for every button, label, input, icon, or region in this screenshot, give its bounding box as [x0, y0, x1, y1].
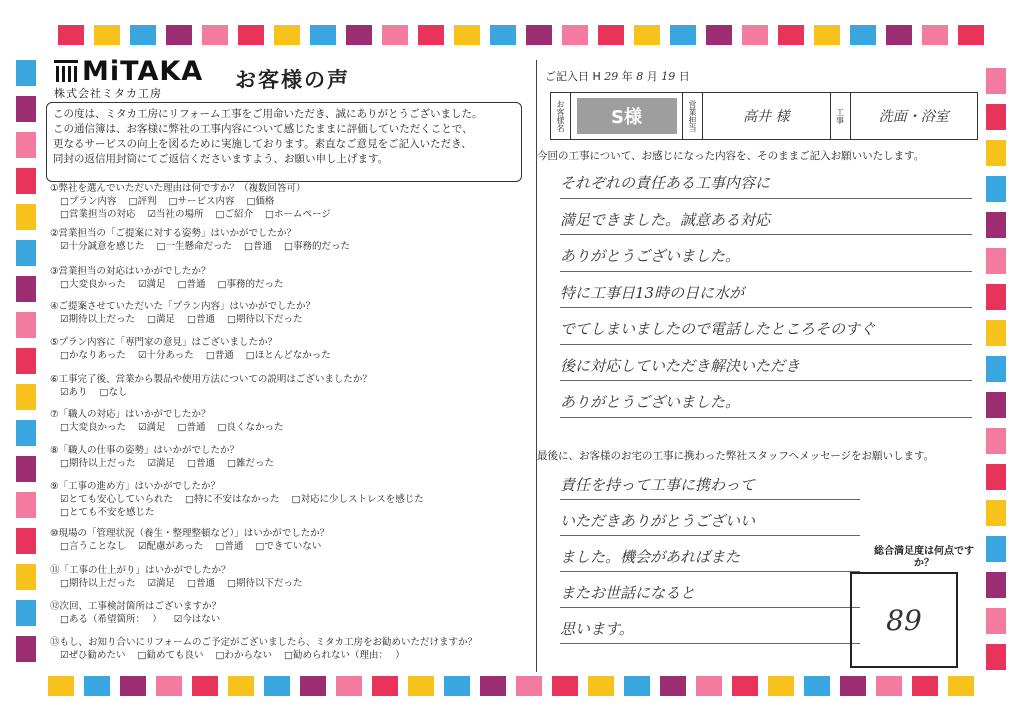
border-square [408, 676, 434, 696]
border-square [418, 25, 444, 45]
handwritten-line: 満足できました。誠意ある対応 [560, 199, 972, 236]
answer-option: □かなりあった [60, 350, 126, 361]
answer-option: □雑だった [227, 458, 274, 469]
answer-option: □特に不安はなかった [185, 494, 280, 505]
handwritten-line: ありがとうございました。 [560, 235, 972, 272]
answer-option: □大変良かった [60, 422, 126, 433]
border-square [732, 676, 758, 696]
answer-option: ☑あり [60, 387, 88, 398]
border-square [16, 168, 36, 194]
answer-option: □ホームページ [265, 209, 331, 220]
customer-name-cell [571, 93, 683, 139]
answer-option: □普通 [205, 350, 234, 361]
answer-option: □サービス内容 [168, 196, 235, 207]
question-text: ⑩現場の「管理状況（養生・整理整頓など）」はいかがでしたか？ [50, 528, 330, 539]
question-text: ⑬もし、お知り合いにリフォームのご予定がございましたら、ミタカ工房をお勧めいただけますか？ [50, 637, 478, 648]
customer-label: お客様名 [551, 93, 571, 139]
answer-option: □言うことなし [60, 541, 126, 552]
border-square [634, 25, 660, 45]
border-square [16, 420, 36, 446]
answer-option: □価格 [246, 196, 275, 207]
border-square [48, 676, 74, 696]
border-square [768, 676, 794, 696]
sales-name: 高井 様 [703, 93, 831, 139]
border-square [16, 96, 36, 122]
answer-option: □評判 [128, 196, 157, 207]
border-square [986, 644, 1006, 670]
answer-option: ☑満足 [147, 578, 176, 589]
answer-option: ☑配慮があった [137, 541, 204, 552]
answer-option: □対応に少しストレスを感じた [291, 494, 424, 505]
border-square [130, 25, 156, 45]
survey-question [50, 480, 436, 519]
border-square [382, 25, 408, 45]
border-square [274, 25, 300, 45]
border-square [58, 25, 84, 45]
border-square [886, 25, 912, 45]
border-square [986, 356, 1006, 382]
border-square [598, 25, 624, 45]
border-square [16, 564, 36, 590]
date-day: 19 [661, 70, 676, 83]
satisfaction-score: 89 [850, 572, 958, 668]
border-square [16, 600, 36, 626]
border-square [778, 25, 804, 45]
survey-question [50, 336, 343, 362]
handwritten-line: ました。機会があればまた [560, 536, 860, 572]
border-square [876, 676, 902, 696]
answer-option: □期待以下だった [227, 314, 303, 325]
border-square [922, 25, 948, 45]
answer-option: □普通 [244, 241, 272, 252]
border-square [552, 676, 578, 696]
survey-question [50, 373, 372, 399]
answer-option: □普通 [187, 578, 215, 589]
entry-date: ご記入日 H 29 年 8 月 19 日 [545, 70, 690, 83]
border-square [624, 676, 650, 696]
answer-option: ） [395, 650, 405, 661]
border-square [16, 492, 36, 518]
border-square [16, 60, 36, 86]
border-square [986, 212, 1006, 238]
intro-line: この度は、ミタカ工房にリフォーム工事をご用命いただき、誠にありがとうございました。 [53, 108, 483, 120]
border-square [444, 676, 470, 696]
mitaka-logo: MiTAKA [54, 56, 203, 87]
answer-option: ☑期待以上だった [60, 314, 136, 325]
question-text: ①弊社を選んでいただいた理由は何ですか？（複数回答可） [50, 183, 306, 194]
border-square [706, 25, 732, 45]
message-lines [560, 464, 860, 644]
border-square [84, 676, 110, 696]
intro-line: 同封の返信用封筒にてご返信くださいますよう、お願い申し上げます。 [53, 153, 389, 165]
answer-option: □なし [99, 387, 128, 398]
border-square [986, 176, 1006, 202]
border-square [986, 464, 1006, 490]
border-square [912, 676, 938, 696]
answer-option: □大変良かった [60, 279, 126, 290]
border-square [986, 500, 1006, 526]
header-table [550, 92, 978, 140]
border-square [986, 104, 1006, 130]
work-label: 工事 [831, 93, 851, 139]
answer-option: □ほとんどなかった [245, 350, 331, 361]
handwritten-line: いただきありがとうございい [560, 500, 860, 536]
border-square [948, 676, 974, 696]
border-square [454, 25, 480, 45]
answer-option: □わからない [215, 650, 272, 661]
border-square [310, 25, 336, 45]
question-text: ⑨「工事の進め方」はいかがでしたか？ [50, 481, 221, 492]
question-text: ⑥工事完了後、営業から製品や使用方法についての説明はございましたか？ [50, 374, 372, 385]
border-square [264, 676, 290, 696]
border-square [804, 676, 830, 696]
answer-option: □普通 [177, 422, 206, 433]
date-month: 8 [636, 70, 644, 83]
work-type: 洗面・浴室 [878, 109, 949, 125]
answer-option: □勧められない（理由： [284, 650, 384, 661]
border-square [986, 392, 1006, 418]
border-square [16, 276, 36, 302]
border-square [346, 25, 372, 45]
border-square [526, 25, 552, 45]
answer-option: ☑十分誠意を感じた [60, 241, 145, 252]
border-square [16, 528, 36, 554]
border-square [850, 25, 876, 45]
border-square [986, 428, 1006, 454]
border-square [480, 676, 506, 696]
answer-option: □普通 [177, 279, 206, 290]
survey-question [50, 408, 295, 434]
handwritten-line: それぞれの責任ある工事内容に [560, 162, 972, 199]
question-text: ②営業担当の「ご提案に対する姿勢」はいかがでしたか？ [50, 228, 297, 239]
border-square [16, 456, 36, 482]
survey-question [50, 636, 477, 662]
border-square [814, 25, 840, 45]
section2-prompt: 最後に、お客様のお宅の工事に携わった弊社スタッフへメッセージをお願いします。 [537, 450, 935, 462]
border-square [372, 676, 398, 696]
survey-question [50, 527, 333, 553]
border-square [986, 572, 1006, 598]
border-square [192, 676, 218, 696]
answer-option: ☑今はない [173, 614, 221, 625]
border-square [166, 25, 192, 45]
border-square [986, 140, 1006, 166]
border-square [228, 676, 254, 696]
handwritten-line: でてしまいましたので電話したところそのすぐ [560, 308, 972, 345]
border-square [958, 25, 984, 45]
answer-option: □一生懸命だった [156, 241, 233, 252]
border-square [156, 676, 182, 696]
answer-option: □満足 [147, 314, 176, 325]
company-name: 株式会社ミタカ工房 [54, 87, 162, 100]
answer-option: ☑満足 [147, 458, 176, 469]
satisfaction-label: 総合満足度は何点ですか？ [874, 546, 974, 569]
handwritten-line: 思います。 [560, 608, 860, 644]
border-square [300, 676, 326, 696]
border-square [120, 676, 146, 696]
intro-line: この通信簿は、お客様に弊社の工事内容について感じたままに評価していただくことで、 [53, 123, 473, 135]
border-square [238, 25, 264, 45]
handwritten-line: 後に対応していただき解決いただき [560, 345, 972, 382]
survey-question [50, 444, 286, 470]
border-square [986, 608, 1006, 634]
survey-sheet [40, 52, 986, 672]
border-square [670, 25, 696, 45]
answer-option: ☑満足 [137, 422, 166, 433]
border-square [562, 25, 588, 45]
question-text: ④ご提案させていただいた「プラン内容」はいかがでしたか？ [50, 301, 316, 312]
survey-question [50, 265, 295, 291]
sales-label: 営業担当 [683, 93, 703, 139]
answer-option: □期待以上だった [60, 458, 136, 469]
border-square [840, 676, 866, 696]
survey-question [50, 227, 362, 253]
question-text: ③営業担当の対応はいかがでしたか？ [50, 266, 211, 277]
border-square [660, 676, 686, 696]
answer-option: □プラン内容 [60, 196, 117, 207]
border-square [16, 312, 36, 338]
border-square [742, 25, 768, 45]
answer-option: □普通 [215, 541, 244, 552]
survey-question [50, 300, 315, 326]
answer-option: □普通 [187, 458, 215, 469]
border-square [986, 68, 1006, 94]
answer-option: □普通 [187, 314, 215, 325]
handwritten-line: 責任を持って工事に携わって [560, 464, 860, 500]
answer-option: □事務的だった [217, 279, 284, 290]
survey-question [50, 600, 232, 626]
border-square [16, 348, 36, 374]
border-square [16, 240, 36, 266]
answer-option: ☑十分あった [137, 350, 194, 361]
answer-option: □良くなかった [217, 422, 284, 433]
section1-prompt: 今回の工事について、お感じになった内容を、そのままご記入お願いいたします。 [537, 150, 925, 162]
border-square [16, 204, 36, 230]
survey-question [50, 182, 343, 221]
border-square [16, 384, 36, 410]
answer-option: ☑満足 [137, 279, 166, 290]
border-square [696, 676, 722, 696]
answer-option: □ご紹介 [215, 209, 253, 220]
question-text: ⑪「工事の仕上がり」はいかがでしたか？ [50, 565, 231, 576]
question-text: ⑤プラン内容に「専門家の意見」はございましたか？ [50, 337, 278, 348]
border-square [588, 676, 614, 696]
answer-option: □できていない [255, 541, 322, 552]
answer-option: □営業担当の対応 [60, 209, 136, 220]
answer-option: □事務的だった [284, 241, 350, 252]
answer-option: ） [152, 614, 162, 625]
handwritten-line: 特に工事日13時の日に水が [560, 272, 972, 309]
question-text: ⑧「職人の仕事の姿勢」はいかがでしたか？ [50, 445, 240, 456]
handwritten-line: またお世話になると [560, 572, 860, 608]
border-square [986, 536, 1006, 562]
answer-option: □とても不安を感じた [60, 507, 155, 518]
border-square [490, 25, 516, 45]
date-year: 29 [604, 70, 619, 83]
intro-line: 更なるサービスの向上を図るために実施しております。素直なご意見をご記入いただき、 [53, 138, 472, 150]
intro-box [46, 102, 522, 182]
answer-option: ☑とても安心していられた [60, 494, 174, 505]
border-square [986, 248, 1006, 274]
answer-option: □期待以上だった [60, 578, 136, 589]
border-square [16, 636, 36, 662]
border-square [986, 320, 1006, 346]
answer-option: □ある（希望箇所： [60, 614, 141, 625]
question-text: ⑫次回、工事検討箇所はございますか？ [50, 601, 222, 612]
border-square [336, 676, 362, 696]
border-square [986, 284, 1006, 310]
answer-option: ☑当社の場所 [147, 209, 204, 220]
survey-question [50, 564, 314, 590]
handwritten-line: ありがとうございました。 [560, 381, 972, 418]
answer-option: □勧めても良い [137, 650, 204, 661]
page-title: お客様の声 [235, 68, 350, 92]
question-text: ⑦「職人の対応」はいかがでしたか？ [50, 409, 211, 420]
customer-name: S様 [577, 98, 677, 134]
answer-option: ☑ぜひ勧めたい [60, 650, 126, 661]
border-square [516, 676, 542, 696]
mitaka-mark-icon [54, 60, 78, 82]
comment-lines [560, 162, 972, 418]
border-square [94, 25, 120, 45]
answer-option: □期待以下だった [227, 578, 303, 589]
border-square [16, 132, 36, 158]
border-square [202, 25, 228, 45]
